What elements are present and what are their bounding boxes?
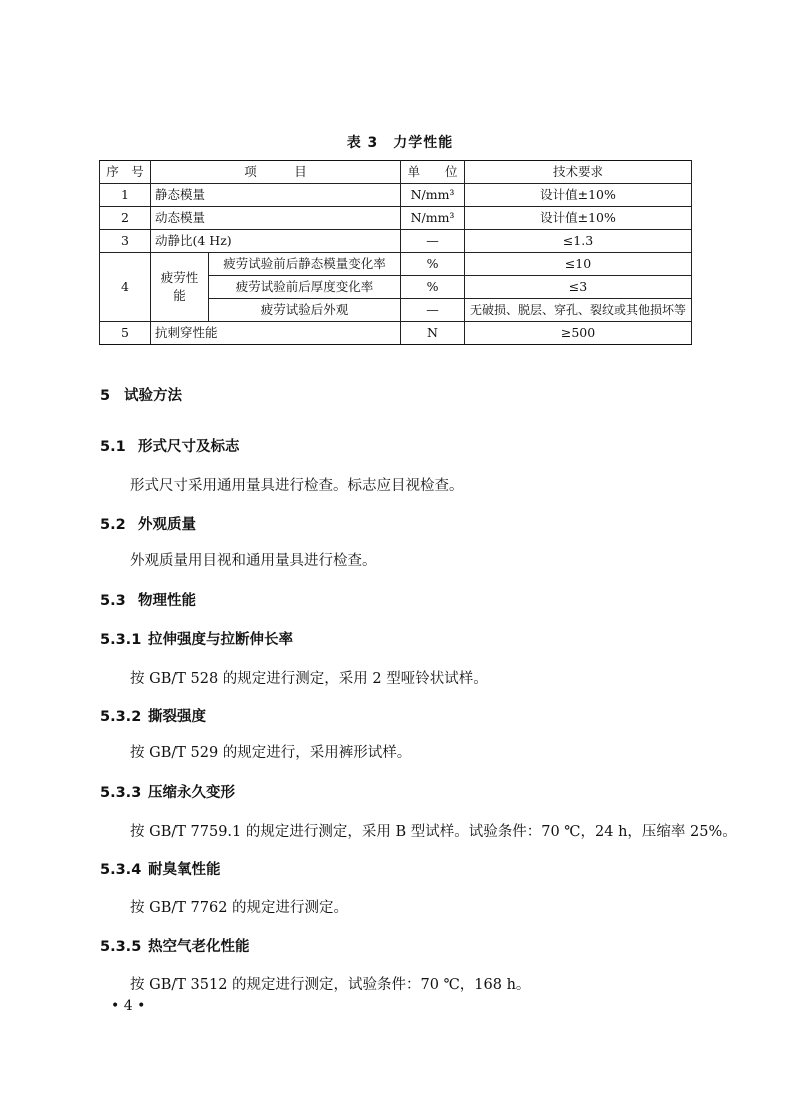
cell-subitem: 疲劳试验前后厚度变化率 bbox=[209, 276, 401, 299]
section-paragraph: 形式尺寸采用通用量具进行检查。标志应目视检查。 bbox=[130, 478, 464, 494]
header-item: 项 目 bbox=[151, 161, 401, 184]
section-heading bbox=[100, 589, 196, 610]
cell-requirement: 无破损、脱层、穿孔、裂纹或其他损坏等 bbox=[465, 299, 692, 322]
section-number: 5.2 bbox=[100, 517, 126, 533]
section-heading bbox=[100, 935, 250, 956]
cell-item: 抗刺穿性能 bbox=[151, 322, 401, 345]
cell-unit: N bbox=[401, 322, 465, 345]
cell-requirement: ≥500 bbox=[465, 322, 692, 345]
section-title: 耐臭氧性能 bbox=[148, 862, 221, 878]
cell-unit: N/mm³ bbox=[401, 207, 465, 230]
section-heading bbox=[100, 435, 240, 456]
section-number: 5.3.1 bbox=[100, 632, 142, 648]
table-row bbox=[100, 184, 692, 207]
section-title: 撕裂强度 bbox=[148, 709, 206, 725]
cell-seq: 5 bbox=[100, 322, 151, 345]
cell-requirement: ≤3 bbox=[465, 276, 692, 299]
cell-item-group: 疲劳性能 bbox=[151, 253, 209, 322]
table-row bbox=[100, 253, 692, 276]
header-seq: 序 号 bbox=[100, 161, 151, 184]
section-title: 形式尺寸及标志 bbox=[138, 439, 240, 455]
table-title: 表 3 力学性能 bbox=[346, 135, 454, 151]
page-number: • 4 • bbox=[111, 998, 146, 1014]
section-paragraph: 按 GB/T 7762 的规定进行测定。 bbox=[130, 900, 349, 916]
section-paragraph: 按 GB/T 529 的规定进行，采用裤形试样。 bbox=[130, 745, 412, 761]
section-number: 5.3 bbox=[100, 593, 126, 609]
table-row bbox=[100, 230, 692, 253]
table-row bbox=[100, 322, 692, 345]
section-title: 试验方法 bbox=[124, 388, 182, 404]
cell-seq: 4 bbox=[100, 253, 151, 322]
cell-seq: 2 bbox=[100, 207, 151, 230]
cell-requirement: 设计值±10% bbox=[465, 207, 692, 230]
cell-unit: — bbox=[401, 299, 465, 322]
section-paragraph: 按 GB/T 7759.1 的规定进行测定，采用 B 型试样。试验条件：70 ℃，24 h，压缩率 25%。 bbox=[130, 824, 737, 840]
section-number: 5.3.2 bbox=[100, 709, 142, 725]
section-paragraph: 按 GB/T 3512 的规定进行测定，试验条件：70 ℃，168 h。 bbox=[130, 977, 531, 993]
cell-seq: 1 bbox=[100, 184, 151, 207]
cell-item: 动静比(4 Hz) bbox=[151, 230, 401, 253]
cell-unit: — bbox=[401, 230, 465, 253]
cell-unit: % bbox=[401, 276, 465, 299]
cell-requirement: ≤10 bbox=[465, 253, 692, 276]
section-paragraph: 按 GB/T 528 的规定进行测定，采用 2 型哑铃状试样。 bbox=[130, 671, 488, 687]
section-paragraph: 外观质量用目视和通用量具进行检查。 bbox=[130, 553, 377, 569]
section-number: 5.3.5 bbox=[100, 939, 142, 955]
section-number: 5.3.4 bbox=[100, 862, 142, 878]
cell-item: 动态模量 bbox=[151, 207, 401, 230]
section-heading bbox=[100, 858, 221, 879]
cell-item: 静态模量 bbox=[151, 184, 401, 207]
cell-requirement: ≤1.3 bbox=[465, 230, 692, 253]
section-heading bbox=[100, 705, 206, 726]
cell-unit: N/mm³ bbox=[401, 184, 465, 207]
mechanical-properties-table bbox=[99, 160, 692, 345]
cell-requirement: 设计值±10% bbox=[465, 184, 692, 207]
cell-subitem: 疲劳试验后外观 bbox=[209, 299, 401, 322]
section-number: 5 bbox=[100, 388, 111, 404]
section-heading bbox=[100, 513, 196, 534]
table-header-row bbox=[100, 161, 692, 184]
section-title: 物理性能 bbox=[138, 593, 196, 609]
cell-subitem: 疲劳试验前后静态模量变化率 bbox=[209, 253, 401, 276]
cell-unit: % bbox=[401, 253, 465, 276]
section-heading bbox=[100, 628, 293, 649]
section-heading bbox=[100, 384, 182, 405]
header-unit: 单 位 bbox=[401, 161, 465, 184]
section-heading bbox=[100, 781, 235, 802]
section-title: 热空气老化性能 bbox=[148, 939, 250, 955]
section-title: 压缩永久变形 bbox=[148, 785, 235, 801]
header-requirement: 技术要求 bbox=[465, 161, 692, 184]
section-number: 5.1 bbox=[100, 439, 126, 455]
cell-seq: 3 bbox=[100, 230, 151, 253]
section-title: 拉伸强度与拉断伸长率 bbox=[148, 632, 293, 648]
section-title: 外观质量 bbox=[138, 517, 196, 533]
section-number: 5.3.3 bbox=[100, 785, 142, 801]
table-row bbox=[100, 207, 692, 230]
